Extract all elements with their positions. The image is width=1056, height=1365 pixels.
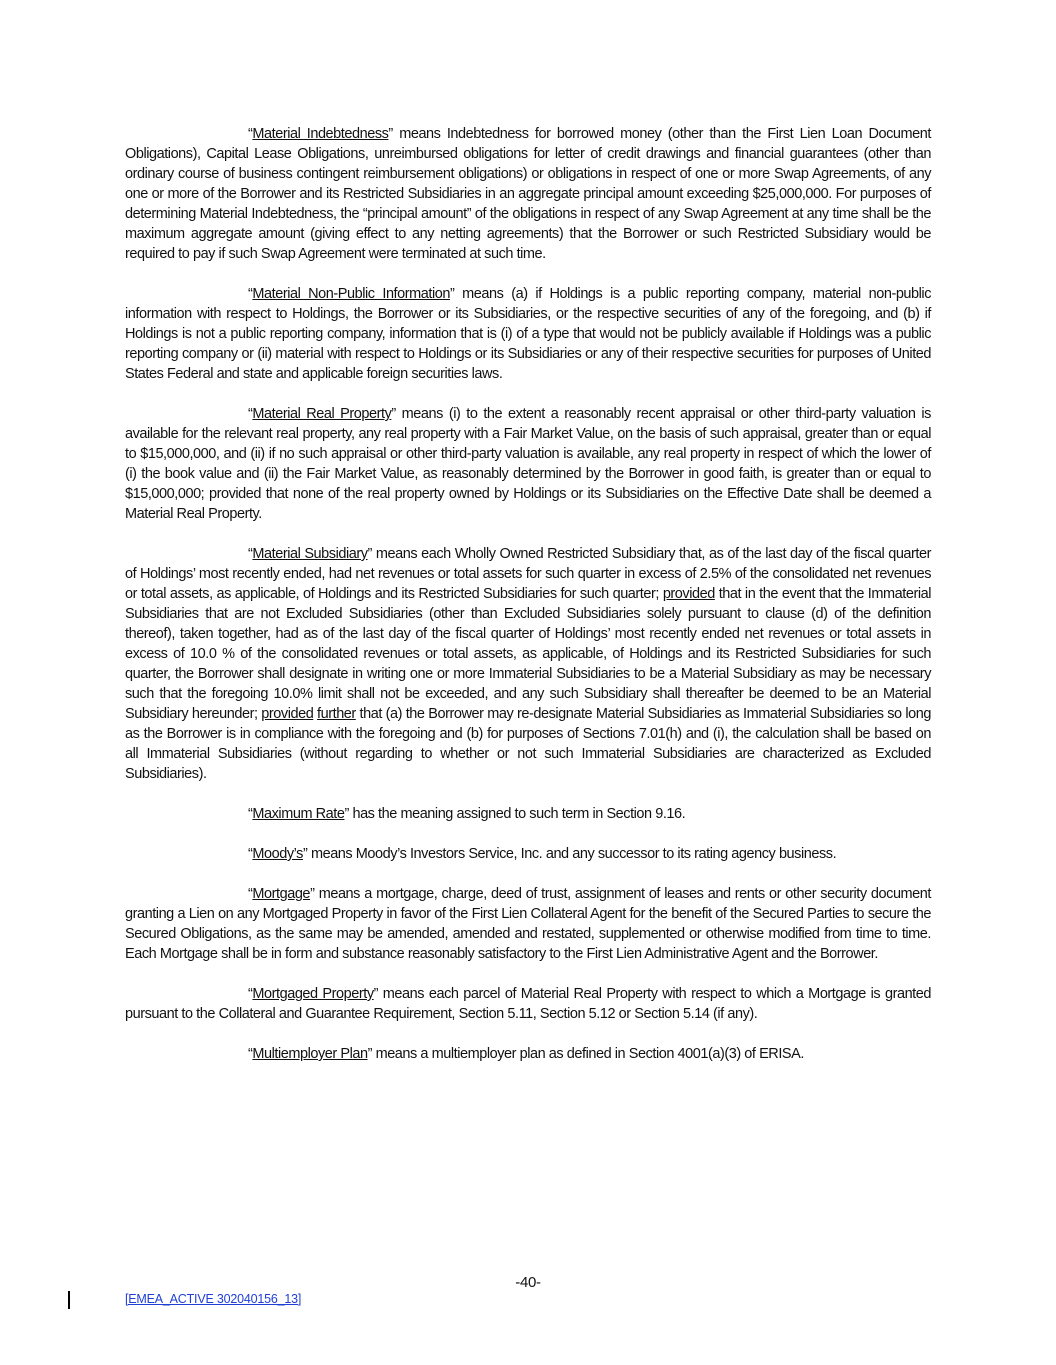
definition-text: means a mortgage, charge, deed of trust, assignment of leases and rents or other security document granting a Lien on any Mortgaged Property in favor of the First Lien Collateral Agent for the benefit of the Secured Parties to secure the Secured Obligations, as the same may be amended, amended and restated, supplemented or otherwise modified from time to time. Each Mortgage shall be in form and substance reasonably satisfactory to the First Lien Administrative Agent and the Borrower. [125, 886, 931, 962]
defined-term: Mortgage [252, 886, 311, 902]
definition-paragraph: “Material Real Property” means (i) to the extent a reasonably recent appraisal or other third-party valuation is available for the relevant real property, any real property with a Fair Market Value, on the basis of such appraisal, greater than or equal to $15,000,000, and (ii) if no such appraisal or other third-party valuation is available, any real property in respect of which the lower of (i) the book value and (ii) the Fair Market Value, as reasonably determined by the Borrower in good faith, is greater than or equal to $15,000,000; provided that none of the real property owned by Holdings or its Subsidiaries on the Effective Date shall be deemed a Material Real Property. [125, 406, 931, 522]
change-bar [68, 1291, 70, 1309]
definition-paragraph: “Material Indebtedness” means Indebtedness for borrowed money (other than the First Lien Loan Document Obligations), Capital Lease Obligations, unreimbursed obligations for letter of credit drawings and financial guarantees (other than ordinary course of business contingent reimbursement obligations) or obligations in respect of one or more Swap Agreements, of any one or more of the Borrower and its Restricted Subsidiaries in an aggregate principal amount exceeding $25,000,000. For purposes of determining Material Indebtedness, the “principal amount” of the obligations in respect of any Swap Agreement at any time shall be the maximum aggregate amount (giving effect to any netting agreements) that the Borrower or such Restricted Subsidiary would be required to pay if such Swap Agreement were terminated at such time. [125, 126, 931, 262]
defined-term: Mortgaged Property [252, 986, 374, 1002]
defined-term: Material Non-Public Information [252, 286, 450, 302]
defined-term: Material Indebtedness [252, 126, 389, 142]
underlined-word: provided [261, 706, 314, 722]
definition-paragraph: “Mortgage” means a mortgage, charge, deed of trust, assignment of leases and rents or other security document granting a Lien on any Mortgaged Property in favor of the First Lien Collateral Agent for the benefit of the Secured Parties to secure the Secured Obligations, as the same may be amended, amended and restated, supplemented or otherwise modified from time to time. Each Mortgage shall be in form and substance reasonably satisfactory to the First Lien Administrative Agent and the Borrower. [125, 886, 931, 962]
definition-paragraph: “Material Non-Public Information” means (a) if Holdings is a public reporting company, material non-public information with respect to Holdings, the Borrower or its Subsidiaries, or the respective securities of any of the foregoing, and (b) if Holdings is not a public reporting company, information that is (i) of a type that would not be publicly available if Holdings was a public reporting company or (ii) material with respect to Holdings or its Subsidiaries or any of their respective securities for purposes of United States Federal and state and applicable foreign securities laws. [125, 286, 932, 382]
definition-text: means each Wholly Owned Restricted Subsidiary that, as of the last day of the fiscal quarter of Holdings’ most recently ended, had net revenues or total assets for such quarter in excess of 2.5% of the consolidated net revenues or total assets, as applicable, of Holdings and its Restricted Subsidiaries for such quarter; [125, 546, 931, 602]
page-number: -40- [515, 1274, 541, 1291]
underlined-word: provided [662, 586, 715, 602]
definition-paragraph: “Maximum Rate” has the meaning assigned to such term in Section 9.16. [248, 806, 686, 822]
document-id-link[interactable]: [EMEA_ACTIVE 302040156_13] [125, 1292, 302, 1306]
definition-text: means (i) to the extent a reasonably recent appraisal or other third-party valuation is available for the relevant real property, any real property with a Fair Market Value, on the basis of such appraisal, greater than or equal to $15,000,000, and (ii) if no such appraisal or other third-party valuation is available, any real property in respect of which the lower of (i) the book value and (ii) the Fair Market Value, as reasonably determined by the Borrower in good faith, is greater than or equal to $15,000,000; provided that none of the real property owned by Holdings or its Subsidiaries on the Effective Date shall be deemed a Material Real Property. [125, 406, 931, 522]
definition-text: means each parcel of Material Real Property with respect to which a Mortgage is granted pursuant to the Collateral and Guarantee Requirement, Section 5.11, Section 5.12 or Section 5.14 (if any). [125, 986, 931, 1022]
definition-text: means Indebtedness for borrowed money (other than the First Lien Loan Document Obligations), Capital Lease Obligations, unreimbursed obligations for letter of credit drawings and financial guarantees (other than ordinary course of business contingent reimbursement obligations) or obligations in respect of one or more Swap Agreements, of any one or more of the Borrower and its Restricted Subsidiaries in an aggregate principal amount exceeding $25,000,000. For purposes of determining Material Indebtedness, the “principal amount” of the obligations in respect of any Swap Agreement at any time shall be the maximum aggregate amount (giving effect to any netting agreements) that the Borrower or such Restricted Subsidiary would be required to pay if such Swap Agreement were terminated at such time. [125, 126, 931, 262]
definition-text: has the meaning assigned to such term in Section 9.16. [348, 806, 686, 822]
definition-paragraph: “Multiemployer Plan” means a multiemployer plan as defined in Section 4001(a)(3) of ERISA. [248, 1046, 804, 1062]
defined-term: Multiemployer Plan [252, 1046, 368, 1062]
definition-text: means Moody’s Investors Service, Inc. and any successor to its rating agency business. [307, 846, 837, 862]
definition-paragraph: “Mortgaged Property” means each parcel of Material Real Property with respect to which a Mortgage is granted pursuant to the Collateral and Guarantee Requirement, Section 5.11, Section 5.12 or Section 5.14 (if any). [125, 986, 931, 1022]
definition-text: means (a) if Holdings is a public reporting company, material non-public information with respect to Holdings, the Borrower or its Subsidiaries, or the respective securities of any of the foregoing, and (b) if Holdings is not a public reporting company, information that is (i) of a type that would not be publicly available if Holdings was a public reporting company or (ii) material with respect to Holdings or its Subsidiaries or any of their respective securities for purposes of United States Federal and state and applicable foreign securities laws. [125, 286, 932, 382]
defined-term: Moody’s [252, 846, 303, 862]
document-body [125, 124, 931, 1084]
definitions-list [125, 124, 931, 1064]
definition-text: that in the event that the Immaterial Subsidiaries that are not Excluded Subsidiaries (other than Excluded Subsidiaries solely pursuant to clause (d) of the definition thereof), taken together, had as of the last day of the fiscal quarter of Holdings’ most recently ended net revenues or total assets in excess of 10.0 % of the consolidated revenues or total assets, as applicable, of Holdings and its Restricted Subsidiaries for such quarter, the Borrower shall designate in writing one or more Immaterial Subsidiaries to be a Material Subsidiary as may be necessary such that the foregoing 10.0% limit shall not be exceeded, and any such Subsidiary shall thereafter be deemed to be an Material Subsidiary hereunder; [125, 586, 931, 722]
definition-paragraph: “Moody’s” means Moody’s Investors Service, Inc. and any successor to its rating agency business. [248, 846, 837, 862]
definition-text: that (a) the Borrower may re-designate Material Subsidiaries as Immaterial Subsidiaries so long as the Borrower is in compliance with the foregoing and (b) for purposes of Sections 7.01(h) and (i), the calculation shall be based on all Immaterial Subsidiaries (without regarding to whether or not such Immaterial Subsidiaries are characterized as Excluded Subsidiaries). [125, 706, 931, 782]
defined-term: Maximum Rate [252, 806, 345, 822]
defined-term: Material Subsidiary [252, 546, 368, 562]
definition-paragraph: “Material Subsidiary” means each Wholly Owned Restricted Subsidiary that, as of the last day of the fiscal quarter of Holdings’ most recently ended, had net revenues or total assets for such quarter in excess of 2.5% of the consolidated net revenues or total assets, as applicable, of Holdings and its Restricted Subsidiaries for such quarter; provided that in the event that the Immaterial Subsidiaries that are not Excluded Subsidiaries (other than Excluded Subsidiaries solely pursuant to clause (d) of the definition thereof), taken together, had as of the last day of the fiscal quarter of Holdings’ most recently ended net revenues or total assets in excess of 10.0 % of the consolidated revenues or total assets, as applicable, of Holdings and its Restricted Subsidiaries for such quarter, the Borrower shall designate in writing one or more Immaterial Subsidiaries to be a Material Subsidiary as may be necessary such that the foregoing 10.0% limit shall not be exceeded, and any such Subsidiary shall thereafter be deemed to be an Material Subsidiary hereunder; provided further that (a) the Borrower may re-designate Material Subsidiaries as Immaterial Subsidiaries so long as the Borrower is in compliance with the foregoing and (b) for purposes of Sections 7.01(h) and (i), the calculation shall be based on all Immaterial Subsidiaries (without regarding to whether or not such Immaterial Subsidiaries are characterized as Excluded Subsidiaries). [125, 546, 931, 782]
underlined-word: further [317, 706, 356, 722]
defined-term: Material Real Property [252, 406, 392, 422]
definition-text: means a multiemployer plan as defined in Section 4001(a)(3) of ERISA. [371, 1046, 804, 1062]
